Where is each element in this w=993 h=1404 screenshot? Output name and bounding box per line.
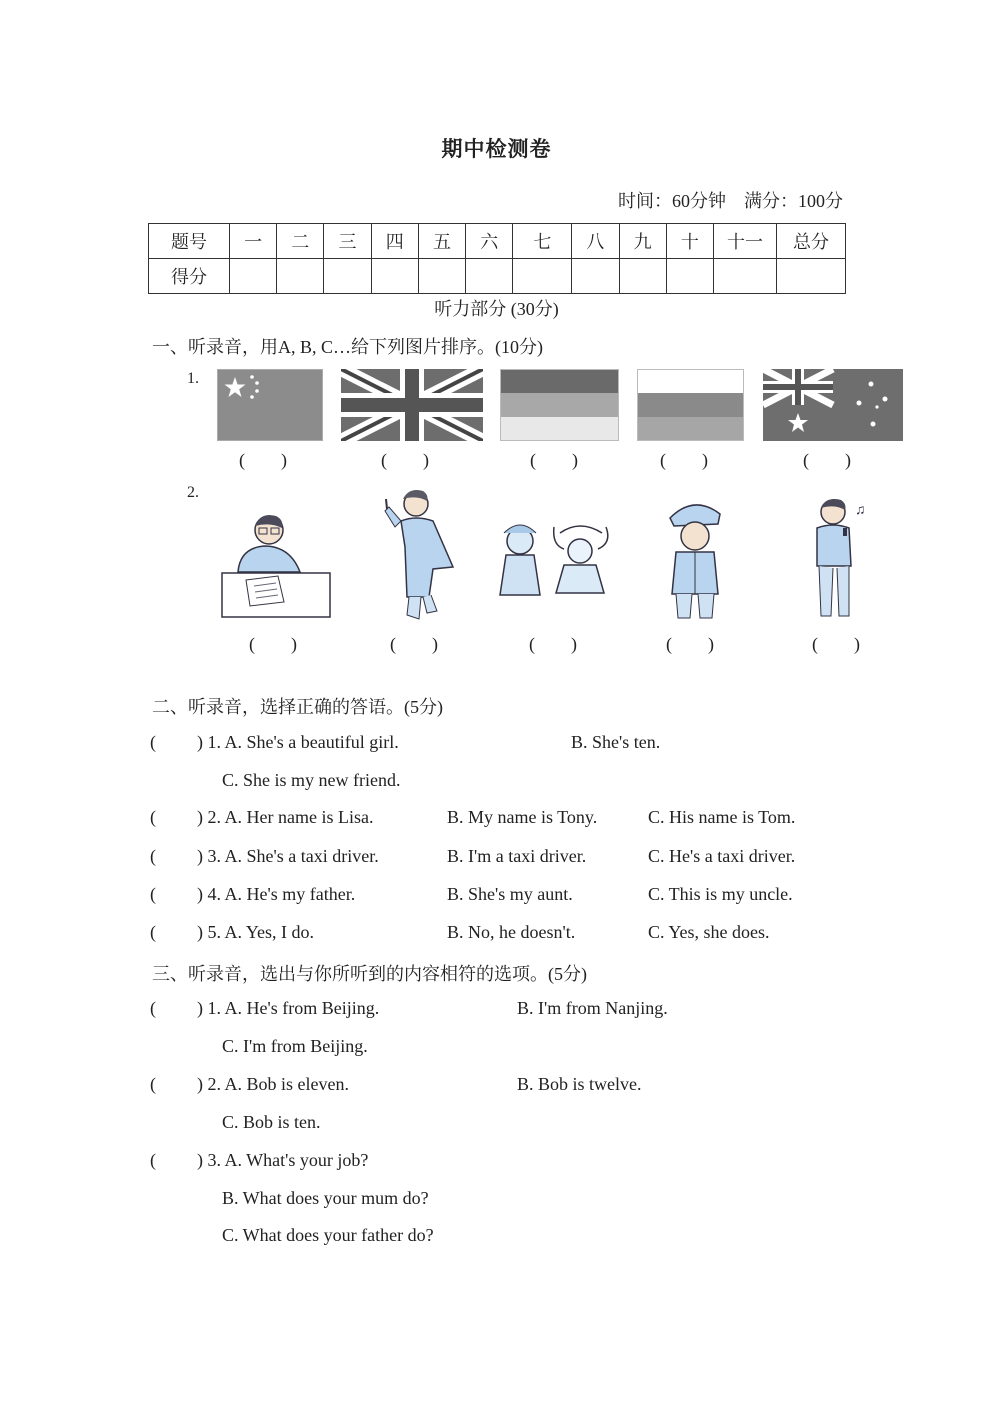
section3-heading: 三、听录音，选出与你所听到的内容相符的选项。(5分)	[152, 964, 587, 984]
table-cell: 三	[324, 224, 371, 259]
question-option-a: ) 4. A. He's my father.	[197, 884, 356, 904]
question-option-b: B. I'm from Nanjing.	[517, 998, 668, 1018]
svg-text:♫: ♫	[855, 503, 866, 518]
answer-paren-open[interactable]: (	[150, 998, 156, 1018]
score-cell[interactable]	[230, 259, 277, 294]
question-option-c: C. I'm from Beijing.	[222, 1036, 368, 1056]
teacher-icon	[381, 487, 457, 622]
listening-header: 听力部分 (30分)	[434, 299, 559, 319]
table-cell: 六	[466, 224, 513, 259]
question-option-a: ) 2. A. Her name is Lisa.	[197, 807, 374, 827]
question-option-a: ) 3. A. She's a taxi driver.	[197, 846, 379, 866]
uk-flag-icon	[341, 369, 483, 441]
question-option-a: ) 1. A. He's from Beijing.	[197, 998, 380, 1018]
score-cell[interactable]	[371, 259, 418, 294]
answer-paren-open[interactable]: (	[150, 846, 156, 866]
table-cell: 九	[619, 224, 666, 259]
question-option-c: C. He's a taxi driver.	[648, 846, 796, 866]
section1-heading: 一、听录音，用A, B, C…给下列图片排序。(10分)	[152, 337, 543, 357]
australia-flag-icon	[763, 369, 903, 441]
writer-icon	[220, 510, 334, 620]
question-option-c: C. Bob is ten.	[222, 1112, 321, 1132]
question-option-b: B. My name is Tony.	[447, 807, 598, 827]
table-cell: 题号	[149, 224, 230, 259]
question-option-c: C. What does your father do?	[222, 1225, 434, 1245]
table-cell: 八	[572, 224, 619, 259]
section2-heading: 二、听录音，选择正确的答语。(5分)	[152, 697, 443, 717]
score-cell[interactable]	[418, 259, 465, 294]
germany-flag-icon	[500, 369, 619, 441]
table-cell: 十	[666, 224, 713, 259]
page-title: 期中检测卷	[441, 137, 552, 161]
russia-flag-icon	[637, 369, 744, 441]
score-cell[interactable]	[277, 259, 324, 294]
score-table	[148, 223, 846, 294]
answer-bracket[interactable]: ( )	[812, 634, 860, 654]
answer-paren-open[interactable]: (	[150, 884, 156, 904]
question-option-b: B. She's my aunt.	[447, 884, 573, 904]
answer-paren-open[interactable]: (	[150, 807, 156, 827]
answer-bracket[interactable]: ( )	[660, 450, 708, 470]
answer-bracket[interactable]: ( )	[666, 634, 714, 654]
question-option-a: ) 3. A. What's your job?	[197, 1150, 369, 1170]
answer-paren-open[interactable]: (	[150, 732, 156, 752]
table-cell: 四	[371, 224, 418, 259]
answer-bracket[interactable]: ( )	[803, 450, 851, 470]
question-number: 1.	[187, 370, 199, 387]
score-cell[interactable]	[324, 259, 371, 294]
question-number: 2.	[187, 484, 199, 501]
question-option-b: B. Bob is twelve.	[517, 1074, 642, 1094]
table-cell: 七	[513, 224, 572, 259]
question-option-b: B. I'm a taxi driver.	[447, 846, 587, 866]
question-option-b: B. What does your mum do?	[222, 1188, 429, 1208]
answer-paren-open[interactable]: (	[150, 922, 156, 942]
score-cell[interactable]	[619, 259, 666, 294]
table-cell: 十一	[714, 224, 777, 259]
question-option-b: B. She's ten.	[571, 732, 661, 752]
question-option-a: ) 1. A. She's a beautiful girl.	[197, 732, 399, 752]
question-option-a: ) 5. A. Yes, I do.	[197, 922, 315, 942]
score-table-score-row	[149, 259, 846, 294]
answer-bracket[interactable]: ( )	[239, 450, 287, 470]
table-cell: 一	[230, 224, 277, 259]
opera-performers-icon	[494, 519, 620, 601]
score-cell[interactable]	[666, 259, 713, 294]
score-cell[interactable]	[466, 259, 513, 294]
score-cell[interactable]	[572, 259, 619, 294]
question-option-b: B. No, he doesn't.	[447, 922, 576, 942]
answer-bracket[interactable]: ( )	[529, 634, 577, 654]
table-cell: 得分	[149, 259, 230, 294]
score-cell[interactable]	[513, 259, 572, 294]
answer-bracket[interactable]: ( )	[249, 634, 297, 654]
answer-paren-open[interactable]: (	[150, 1074, 156, 1094]
policeman-icon	[664, 496, 726, 624]
table-cell: 五	[418, 224, 465, 259]
answer-bracket[interactable]: ( )	[390, 634, 438, 654]
answer-bracket[interactable]: ( )	[530, 450, 578, 470]
answer-paren-open[interactable]: (	[150, 1150, 156, 1170]
answer-bracket[interactable]: ( )	[381, 450, 429, 470]
question-option-c: C. His name is Tom.	[648, 807, 796, 827]
singer-icon	[809, 496, 875, 624]
china-flag-icon	[217, 369, 323, 441]
question-option-c: C. This is my uncle.	[648, 884, 793, 904]
table-cell: 总分	[777, 224, 846, 259]
table-cell: 二	[277, 224, 324, 259]
score-table-header-row	[149, 224, 846, 259]
score-cell[interactable]	[777, 259, 846, 294]
question-option-a: ) 2. A. Bob is eleven.	[197, 1074, 349, 1094]
question-option-c: C. She is my new friend.	[222, 770, 401, 790]
question-option-c: C. Yes, she does.	[648, 922, 770, 942]
score-cell[interactable]	[714, 259, 777, 294]
time-info: 时间：60分钟 满分：100分	[618, 191, 843, 211]
